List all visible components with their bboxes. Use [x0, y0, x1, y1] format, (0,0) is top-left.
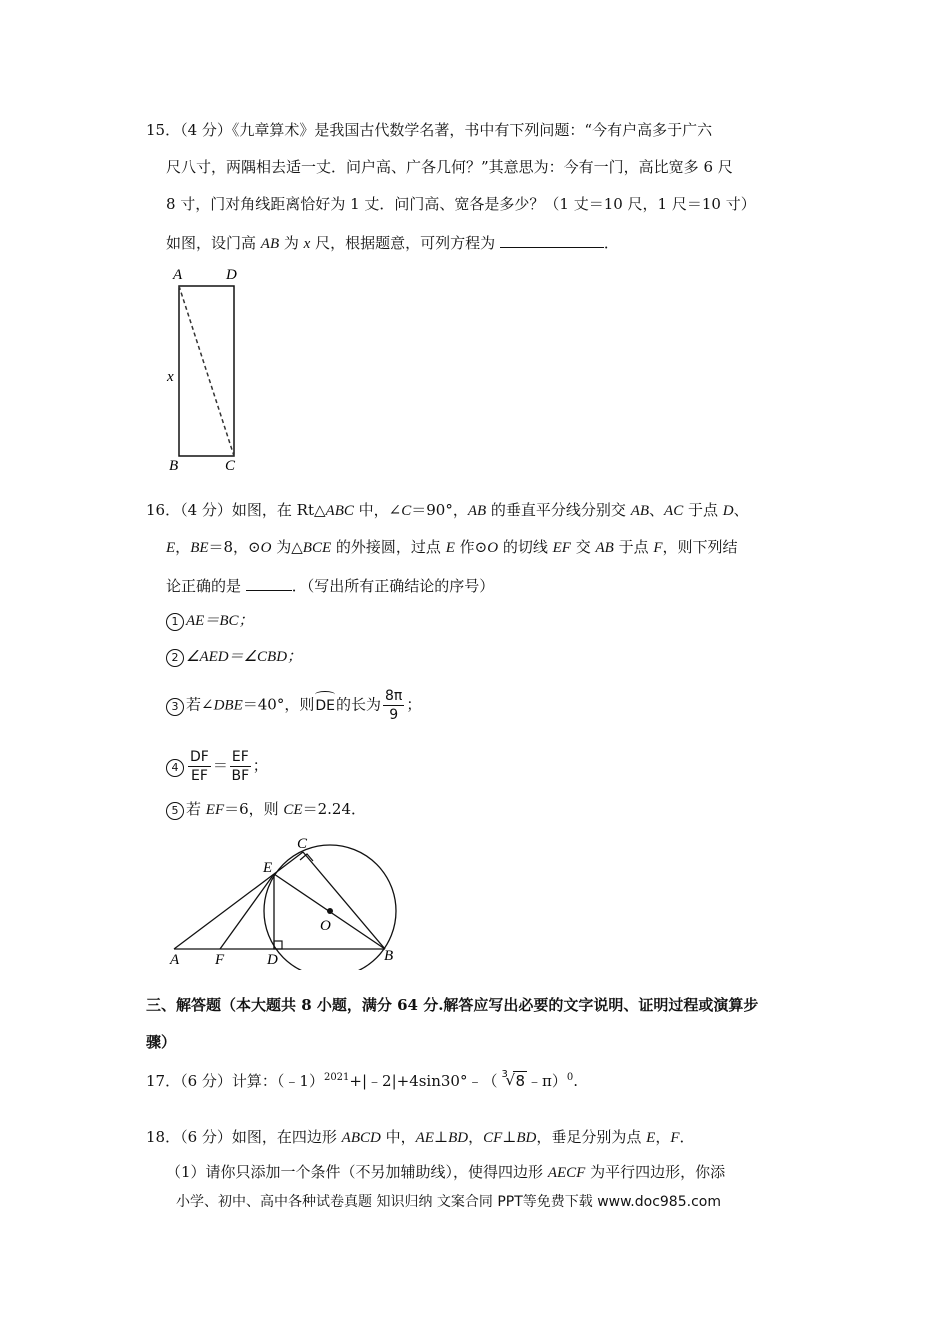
q18-text: 为平行四边形，你添 — [585, 1163, 726, 1181]
q16-option-2 — [166, 646, 302, 667]
circled-number: 1 — [166, 613, 184, 631]
q16-text: 中，∠ — [353, 501, 402, 519]
label-d: D — [226, 267, 237, 283]
q18-var: CF — [483, 1130, 503, 1146]
q18-var: AE — [415, 1130, 434, 1146]
q18-text: ． — [679, 1128, 695, 1146]
center-o — [327, 908, 333, 914]
circumcircle — [264, 845, 396, 970]
segment-fe — [220, 874, 274, 949]
fraction-numerator: DF — [190, 749, 209, 765]
q18-line-1 — [146, 1127, 695, 1148]
section-3-heading: 三、解答题（本大题共 8 小题，满分 64 分.解答应写出必要的文字说明、证明过程或演算步 — [146, 996, 759, 1014]
q17-text: 17．（6 分）计算：（﹣1） — [146, 1072, 324, 1090]
q18-text: ⊥ — [433, 1128, 449, 1146]
q16-var: AB — [630, 503, 650, 519]
label-b: B — [384, 948, 394, 964]
q16-line-3 — [166, 574, 494, 596]
q16-text: ， — [175, 538, 191, 556]
q16-text: 交 — [570, 538, 596, 556]
label-d: D — [267, 952, 278, 968]
option-var: CE — [283, 802, 303, 818]
q17-text: +|﹣2|+4sin30°﹣（ — [349, 1072, 498, 1090]
fraction-8pi-9 — [383, 687, 404, 724]
q18-var: E — [646, 1130, 656, 1146]
q15-line-3: 8 寸，门对角线距离恰好为 1 丈．问门高、宽各是多少？（1 丈＝10 尺，1 尺＝10 寸） — [166, 195, 756, 213]
q15-line-2: 尺八寸，两隅相去适一丈．问户高、广各几何？”其意思为：今有一门，高比宽多 6 尺 — [166, 158, 733, 176]
section-3-heading-cont: 骤） — [146, 1033, 177, 1051]
q15-var-ab: AB — [260, 236, 280, 252]
q16-figure — [160, 830, 410, 970]
fraction-ef-bf — [230, 748, 251, 785]
q16-var: BE — [190, 540, 209, 556]
option-text: ＝2.24． — [302, 800, 366, 818]
q15-line-1: 15．（4 分）《九章算术》是我国古代数学名著，书中有下列问题：“今有户高多于广六 — [146, 121, 713, 139]
page-footer: 小学、初中、高中各种试卷真题 知识归纳 文案合同 PPT等免费下载 www.doc985.com — [176, 1194, 721, 1210]
q16-var: D — [722, 503, 734, 519]
q16-text: ，则下列结 — [662, 538, 738, 556]
q16-var: BCE — [302, 540, 332, 556]
label-a: A — [173, 267, 183, 283]
option-text: 的长为 — [335, 695, 381, 714]
q16-text: ．（写出所有正确结论的序号） — [291, 577, 495, 595]
door-diagonal — [179, 286, 234, 456]
q17-text: ﹣π） — [527, 1072, 567, 1090]
q16-text: 为△ — [271, 538, 303, 556]
option-text: ∠AED＝∠CBD； — [186, 649, 303, 665]
q18-var: BD — [448, 1130, 469, 1146]
circled-number: 3 — [166, 698, 184, 716]
option-var: EF — [205, 802, 225, 818]
q16-text: ＝8，⊙ — [208, 538, 261, 556]
q16-text: 论正确的是 — [166, 577, 242, 595]
q15-text: 如图，设门高 — [166, 234, 261, 252]
label-a: A — [170, 952, 180, 968]
option-text: 若 — [186, 800, 206, 818]
q18-var: ABCD — [341, 1130, 381, 1146]
fraction-denominator: 9 — [389, 707, 399, 723]
door-rectangle — [179, 286, 234, 456]
q16-text: ＝90°， — [411, 501, 468, 519]
q16-text: 、 — [733, 501, 749, 519]
option-text: ＝ — [212, 756, 228, 775]
q16-var: ABC — [325, 503, 354, 519]
q18-line-2 — [166, 1162, 725, 1183]
q16-option-1 — [166, 610, 254, 631]
q15-text: ． — [603, 234, 619, 252]
arc-de: DE — [315, 697, 335, 714]
q15-var-x: x — [303, 236, 311, 252]
q15-text: 为 — [279, 234, 304, 252]
q17-exponent: 2021 — [323, 1072, 350, 1083]
circled-number: 5 — [166, 802, 184, 820]
q16-answer-blank[interactable] — [246, 574, 292, 591]
label-f: F — [215, 952, 225, 968]
segment-cb — [303, 852, 385, 949]
fraction-numerator: 8π — [385, 688, 403, 704]
option-text: ＝6，则 — [224, 800, 284, 818]
q17-text: . — [573, 1072, 579, 1090]
q16-text: 的切线 — [498, 538, 553, 556]
label-o: O — [320, 918, 331, 934]
radicand: 8 — [515, 1072, 526, 1090]
q18-text: ， — [468, 1128, 484, 1146]
q18-var: BD — [516, 1130, 537, 1146]
q16-var: AC — [664, 503, 684, 519]
q18-text: ⊥ — [502, 1128, 517, 1146]
option-text: ＝40°，则 — [242, 695, 315, 714]
q16-var: E — [166, 540, 176, 556]
label-c: C — [225, 458, 236, 474]
q17-line — [146, 1068, 578, 1091]
fraction-denominator: BF — [231, 768, 250, 784]
q15-answer-blank[interactable] — [500, 231, 604, 248]
q16-line-2 — [166, 537, 738, 558]
option-text: ； — [252, 756, 268, 775]
q16-text: 、 — [649, 501, 665, 519]
q16-text: 于点 — [683, 501, 723, 519]
q16-option-4 — [166, 748, 268, 785]
segment-ec — [274, 852, 303, 874]
q16-var: EF — [552, 540, 571, 556]
circled-number: 2 — [166, 649, 184, 667]
q16-text: 16．（4 分）如图，在 Rt△ — [146, 501, 326, 519]
q16-text: 的外接圆，过点 — [331, 538, 446, 556]
q16-var: AB — [467, 503, 487, 519]
q15-line-4 — [166, 231, 619, 254]
label-c: C — [297, 836, 308, 852]
q18-var: F — [670, 1130, 680, 1146]
option-text: AE＝BC； — [186, 613, 254, 629]
q16-text: 的垂直平分线分别交 — [486, 501, 631, 519]
q15-text: 尺，根据题意，可列方程为 — [310, 234, 496, 252]
q18-text: 中， — [380, 1128, 416, 1146]
q16-text: 于点 — [613, 538, 654, 556]
q16-var: O — [260, 540, 272, 556]
option-text: ； — [406, 695, 422, 714]
cube-root — [499, 1071, 527, 1091]
q18-text: 18．（6 分）如图，在四边形 — [146, 1128, 342, 1146]
q18-text: （1）请你只添加一个条件（不另加辅助线），使得四边形 — [166, 1163, 548, 1181]
label-e: E — [263, 860, 273, 876]
root-index: √ 3 — [501, 1069, 508, 1080]
option-var: DBE — [213, 697, 243, 714]
q16-line-1 — [146, 500, 749, 521]
circled-number: 4 — [166, 759, 184, 777]
q16-var: AB — [595, 540, 614, 556]
q16-var: E — [445, 540, 455, 556]
q16-var: C — [401, 503, 412, 519]
q16-option-5 — [166, 799, 366, 820]
segment-ae — [174, 874, 274, 949]
label-x: x — [167, 369, 174, 385]
fraction-denominator: EF — [190, 768, 208, 784]
fraction-df-ef — [188, 748, 211, 785]
q16-var: F — [653, 540, 663, 556]
q15-figure — [160, 262, 260, 474]
q18-var: AECF — [547, 1165, 586, 1181]
q16-option-3 — [166, 687, 421, 724]
q16-var: O — [487, 540, 499, 556]
label-b: B — [169, 458, 179, 474]
fraction-numerator: EF — [231, 749, 249, 765]
q17-exponent: 0 — [566, 1072, 574, 1083]
q18-text: ， — [655, 1128, 671, 1146]
option-text: 若∠ — [186, 695, 214, 714]
right-angle-c — [300, 854, 313, 861]
q16-text: 作⊙ — [454, 538, 488, 556]
q18-text: ，垂足分别为点 — [536, 1128, 647, 1146]
